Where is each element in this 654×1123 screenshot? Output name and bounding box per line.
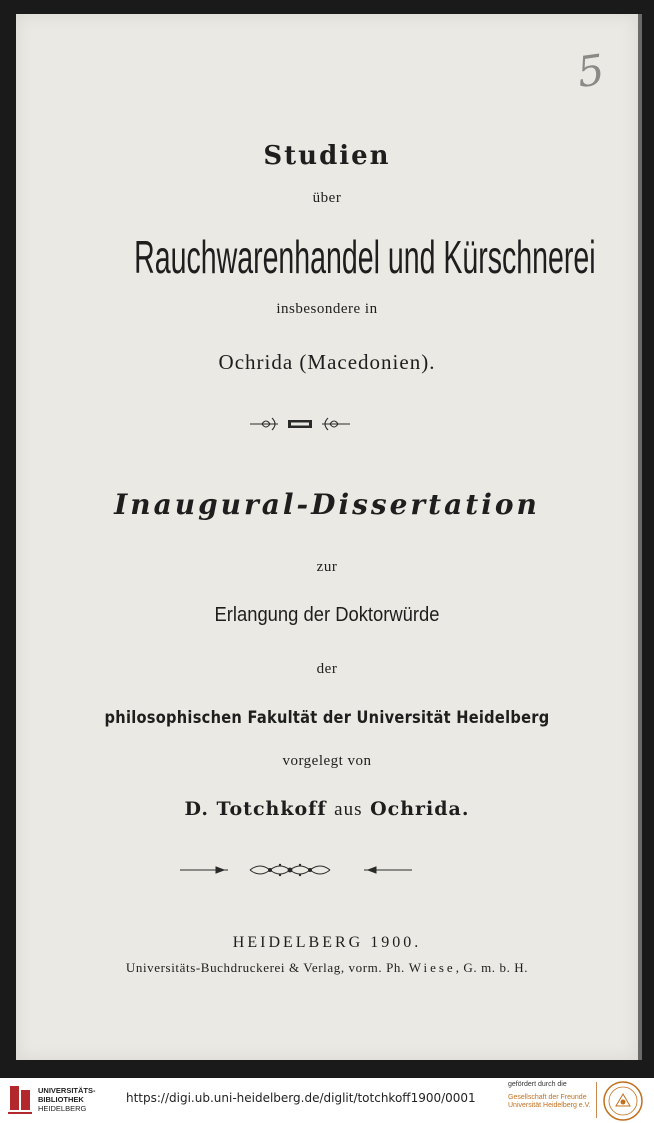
text-der: der: [316, 661, 338, 677]
dissertation-heading: Inaugural-Dissertation: [114, 488, 540, 521]
text-zur: zur: [316, 559, 338, 575]
ornament-divider-top: [248, 414, 352, 434]
imprint-city-year: HEIDELBERG 1900.: [232, 934, 422, 951]
author-line: [16, 798, 638, 821]
permalink-url[interactable]: https://digi.ub.uni-heidelberg.de/diglit/totchkoff1900/0001: [126, 1091, 476, 1105]
viewer-footer: [0, 1078, 654, 1123]
title-place: Ochrida (Macedonien).: [218, 350, 436, 374]
title-ueber: über: [312, 190, 342, 206]
faculty-line: philosophischen Fakultät der Universität Heidelberg: [104, 708, 550, 728]
printer-name: Wiese: [408, 960, 456, 975]
sponsor-name[interactable]: [508, 1094, 591, 1110]
page-edge: [638, 14, 642, 1060]
library-name[interactable]: [38, 1086, 96, 1113]
scanned-page: [16, 14, 638, 1060]
university-seal-icon[interactable]: [602, 1080, 644, 1122]
printer-suffix: , G. m. b. H.: [455, 960, 529, 975]
title-studien: Studien: [263, 141, 391, 171]
printer-prefix: Universitäts-Buchdruckerei & Verlag, vorm. Ph.: [125, 960, 405, 975]
library-name-line1: UNIVERSITÄTS-: [38, 1086, 96, 1095]
library-name-line3: HEIDELBERG: [38, 1104, 87, 1113]
funded-by-label: gefördert durch die: [508, 1081, 567, 1088]
ornament-divider-bottom: [180, 860, 412, 880]
library-logo-icon[interactable]: [8, 1082, 34, 1116]
author-aus: aus: [334, 799, 363, 820]
footer-divider: [596, 1082, 597, 1118]
imprint-printer: [16, 960, 638, 976]
main-title: Rauchwarenhandel und Kürschnerei: [134, 231, 596, 283]
text-vorgelegt: vorgelegt von: [282, 753, 372, 769]
author-name: D. Totchkoff: [184, 798, 327, 820]
dissertation-purpose: Erlangung der Doktorwürde: [214, 604, 440, 626]
library-name-line2: BIBLIOTHEK: [38, 1095, 84, 1104]
author-place: Ochrida.: [370, 798, 470, 820]
sponsor-line2: Universität Heidelberg e.V.: [508, 1102, 591, 1109]
title-insbesondere: insbesondere in: [276, 301, 378, 317]
sponsor-line1: Gesellschaft der Freunde: [508, 1094, 587, 1101]
handwritten-page-number: 5: [574, 44, 608, 97]
